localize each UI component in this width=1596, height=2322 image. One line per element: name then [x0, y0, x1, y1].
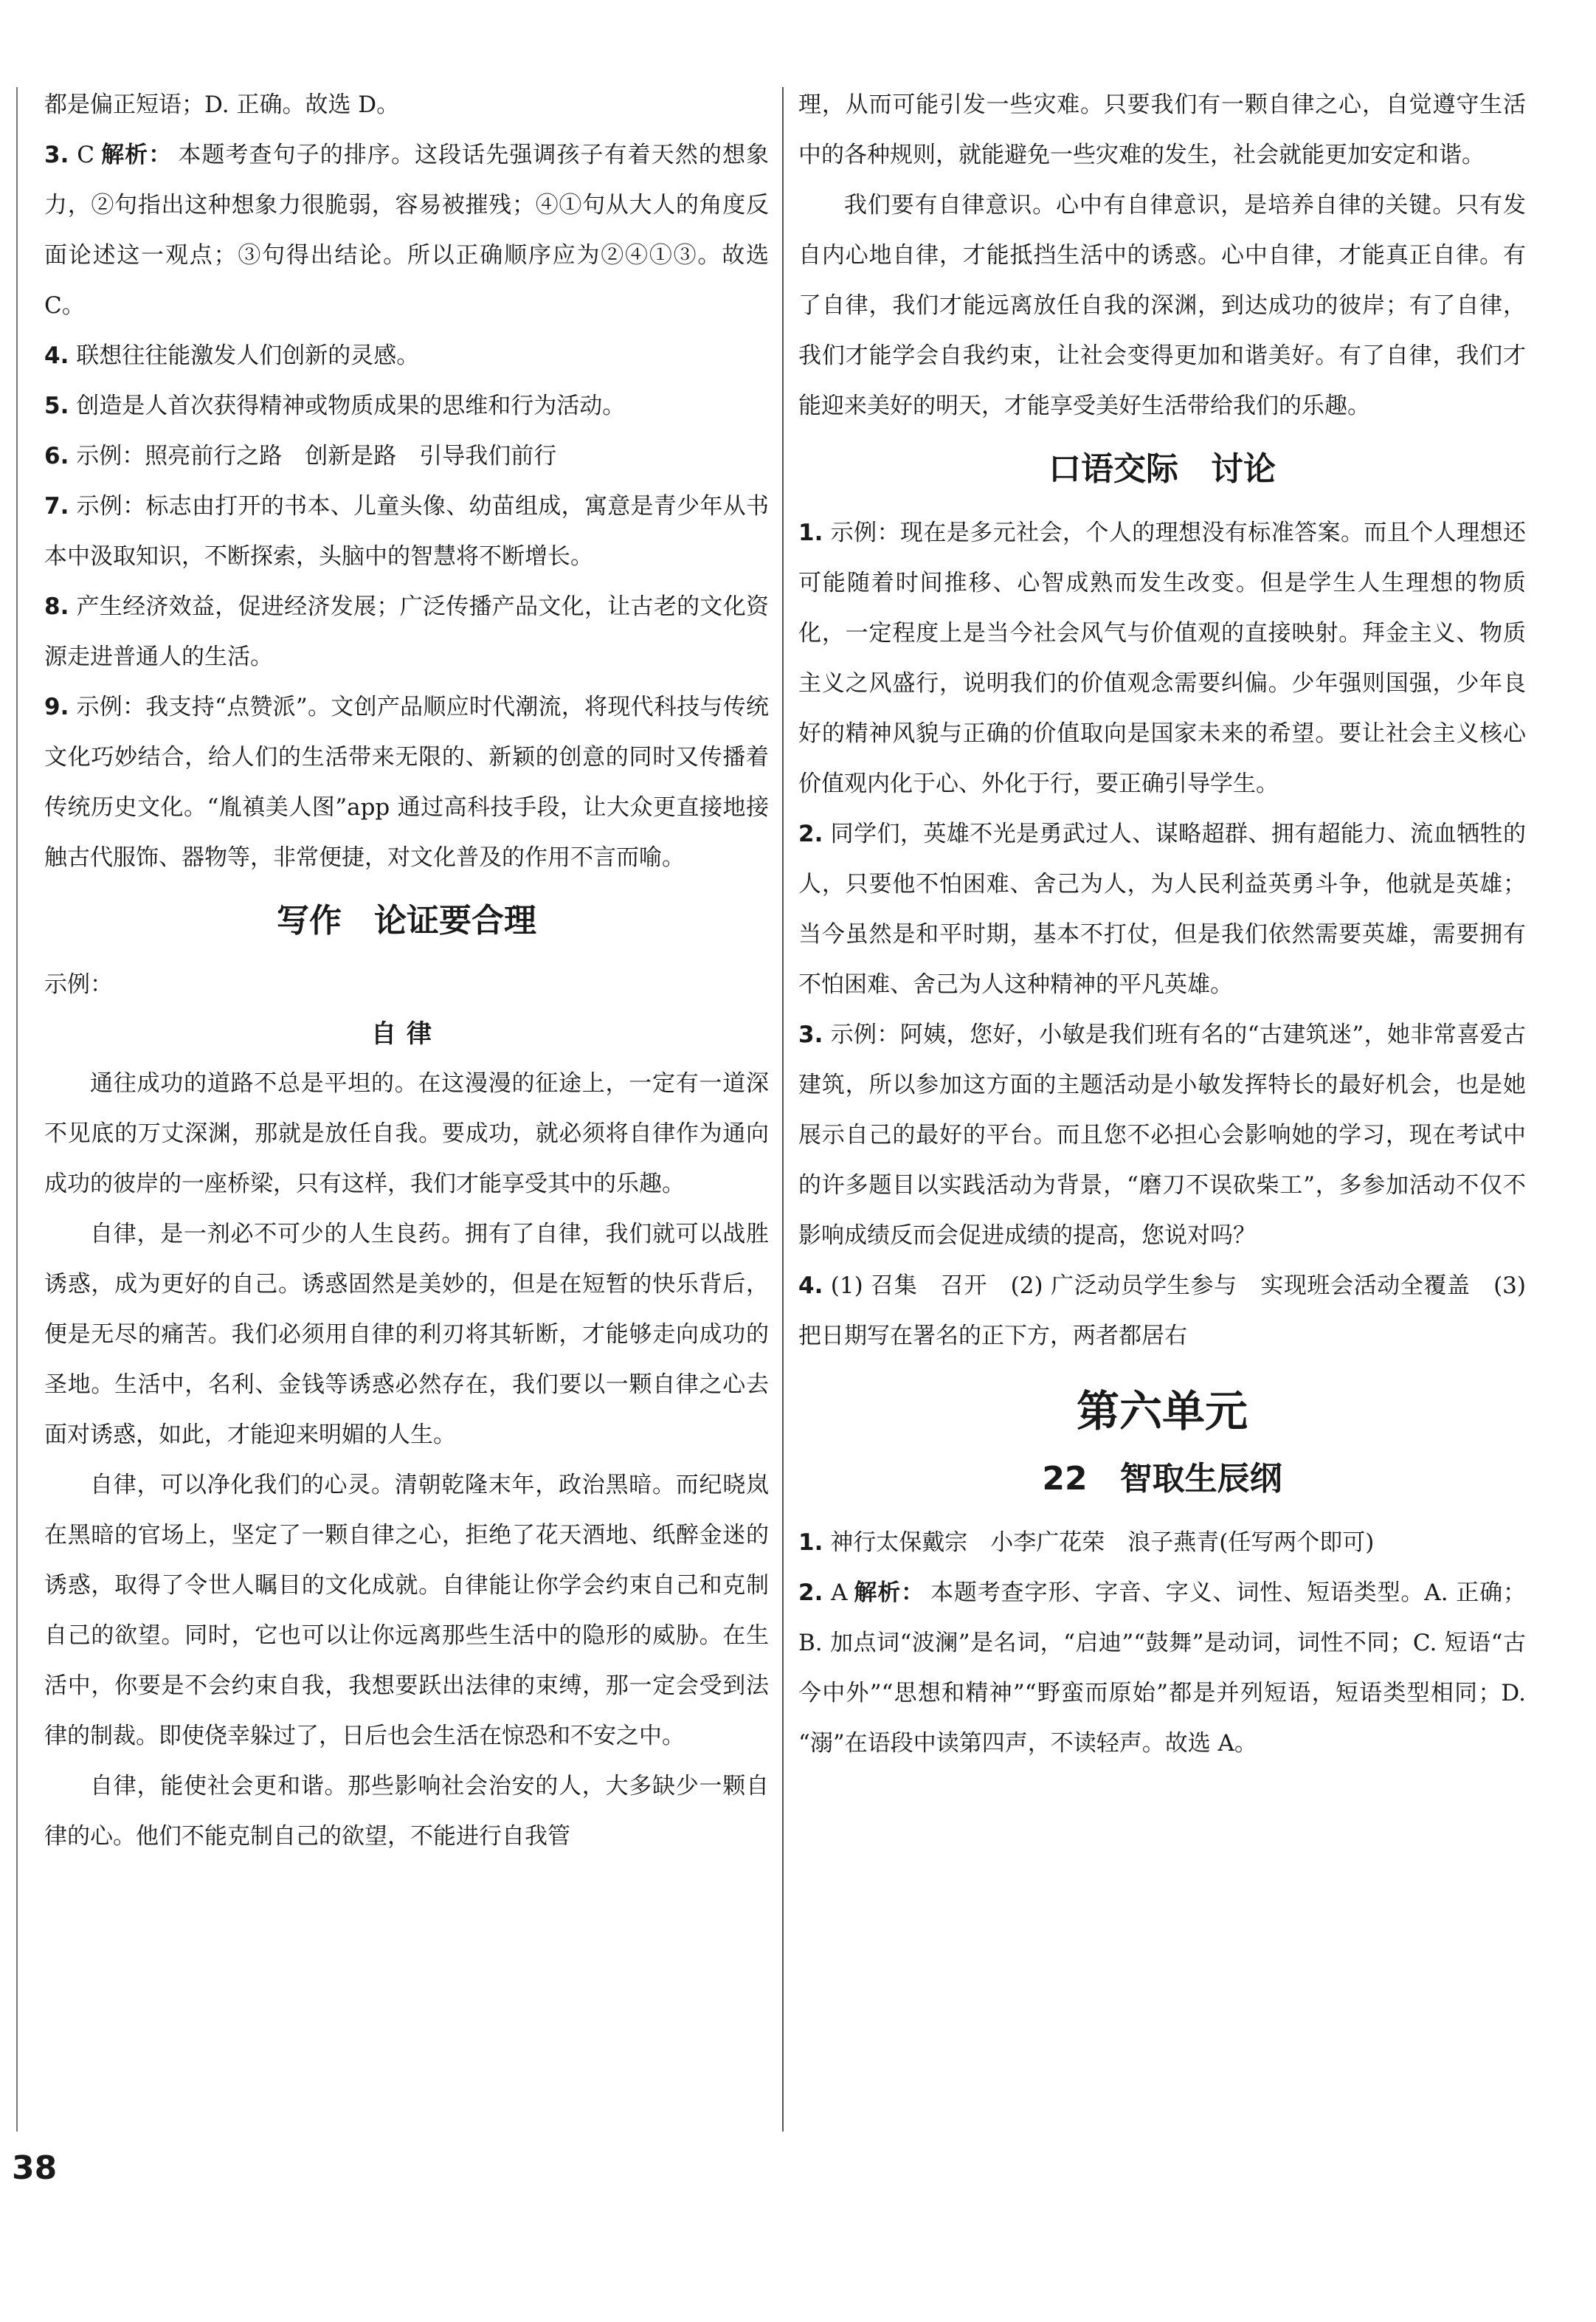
page-number: 38 — [12, 2149, 58, 2187]
example-label: 示例： — [44, 971, 113, 998]
unit-title: 第六单元 — [1076, 1386, 1248, 1436]
right-column — [798, 80, 1526, 1768]
answer-text: 示例：照亮前行之路 创新是路 引导我们前行 — [76, 443, 557, 469]
answer-text: (1) 召集 召开 (2) 广泛动员学生参与 实现班会活动全覆盖 (3) 把日期写在署名的正下方，两者都居右 — [798, 1272, 1526, 1349]
section-title-writing: 写作 论证要合理 — [277, 902, 536, 940]
answer-text: 本题考查字形、字音、字义、词性、短语类型。A. 正确；B. 加点词“波澜”是名词，“启迪”“鼓舞”是动词，词性不同；C. 短语“古今中外”“思想和精神”“野蛮而原始”都是并列短语，短语类型相同；D. “溺”在语段中读第四声，不读轻声。故选 A。 — [798, 1579, 1527, 1757]
answer-item: 5. 创造是人首次获得精神或物质成果的思维和行为活动。 — [44, 393, 626, 419]
answer-text: 示例：标志由打开的书本、儿童头像、幼苗组成，寓意是青少年从书本中汲取知识，不断探索，头脑中的智慧将不断增长。 — [44, 493, 770, 570]
section-title-oral: 口语交际 讨论 — [1049, 450, 1276, 488]
answer-choice: A — [831, 1579, 848, 1606]
answer-item: 3. C 解析： 本题考查句子的排序。这段话先强调孩子有着天然的想象力，②句指出这种想象力很脆弱，容易被摧残；④①句从大人的角度反面论述这一观点；③句得出结论。所以正确顺序应为②④①③。故选 C。 — [44, 142, 770, 319]
answer-item: 8. 产生经济效益，促进经济发展；广泛传播产品文化，让古老的文化资源走进普通人的生活。 — [44, 593, 770, 670]
answer-item — [44, 80, 769, 130]
answer-item: 9. 示例：我支持“点赞派”。文创产品顺应时代潮流，将现代科技与传统文化巧妙结合，给人们的生活带来无限的、新颖的创意的同时又传播着传统历史文化。“胤禛美人图”app 通过高科技手段，让大众更直接地接触古代服饰、器物等，非常便捷，对文化普及的作用不言而喻。 — [44, 694, 769, 871]
answer-text: 示例：阿姨，您好，小敏是我们班有名的“古建筑迷”，她非常喜爱古建筑，所以参加这方面的主题活动是小敏发挥特长的最好机会，也是她展示自己的最好的平台。而且您不必担心会影响她的学习，现在考试中的许多题目以实践活动为背景，“磨刀不误砍柴工”，多参加活动不仅不影响成绩反而会促进成绩的提高，您说对吗？ — [798, 1022, 1526, 1249]
lesson-title: 22 智取生辰纲 — [1042, 1460, 1282, 1498]
answer-item: 3. 示例：阿姨，您好，小敏是我们班有名的“古建筑迷”，她非常喜爱古建筑，所以参加这方面的主题活动是小敏发挥特长的最好机会，也是她展示自己的最好的平台。而且您不必担心会影响她的学习，现在考试中的许多题目以实践活动为背景，“磨刀不误砍柴工”，多参加活动不仅不影响成绩反而会促进成绩的提高，您说对吗？ — [798, 1022, 1526, 1249]
left-column — [44, 80, 769, 1861]
answer-text: 产生经济效益，促进经济发展；广泛传播产品文化，让古老的文化资源走进普通人的生活。 — [44, 593, 770, 670]
column-divider — [782, 87, 784, 2132]
answer-text: 联想往往能激发人们创新的灵感。 — [76, 342, 420, 369]
answer-choice: C — [77, 142, 95, 168]
answer-text: 神行太保戴宗 小李广花荣 浪子燕青(任写两个即可) — [830, 1529, 1375, 1556]
answer-item: 2. A 解析： 本题考查字形、字音、字义、词性、短语类型。A. 正确；B. 加点词“波澜”是名词，“启迪”“鼓舞”是动词，词性不同；C. 短语“古今中外”“思想和精神”“野蛮而原始”都是并列短语，短语类型相同；D. “溺”在语段中读第四声，不读轻声。故选 A。 — [798, 1579, 1527, 1757]
answer-text: 创造是人首次获得精神或物质成果的思维和行为活动。 — [76, 393, 626, 419]
answer-item: 4. (1) 召集 召开 (2) 广泛动员学生参与 实现班会活动全覆盖 (3) 把日期写在署名的正下方，两者都居右 — [798, 1272, 1526, 1349]
answer-text: 都是偏正短语；D. 正确。故选 D。 — [44, 92, 400, 118]
answer-item: 1. 示例：现在是多元社会，个人的理想没有标准答案。而且个人理想还可能随着时间推移、心智成熟而发生改变。但是学生人生理想的物质化，一定程度上是当今社会风气与价值观的直接映射。拜金主义、物质主义之风盛行，说明我们的价值观念需要纠偏。少年强则国强，少年良好的精神风貌与正确的价值取向是国家未来的希望。要让社会主义核心价值观内化于心、外化于行，要正确引导学生。 — [798, 520, 1526, 797]
answer-item: 4. 联想往往能激发人们创新的灵感。 — [44, 342, 420, 369]
page-edge-line — [16, 87, 18, 2132]
answer-item: 6. 示例：照亮前行之路 创新是路 引导我们前行 — [44, 443, 557, 469]
answer-item: 2. 同学们，英雄不光是勇武过人、谋略超群、拥有超能力、流血牺牲的人，只要他不怕困难、舍己为人，为人民利益英勇斗争，他就是英雄；当今虽然是和平时期，基本不打仗，但是我们依然需要英雄，需要拥有不怕困难、舍己为人这种精神的平凡英雄。 — [798, 821, 1526, 998]
essay-paragraph: 自律，是一剂必不可少的人生良药。拥有了自律，我们就可以战胜诱惑，成为更好的自己。诱惑固然是美妙的，但是在短暂的快乐背后，便是无尽的痛苦。我们必须用自律的利刃将其斩断，才能够走向成功的圣地。生活中，名利、金钱等诱惑必然存在，我们要以一颗自律之心去面对诱惑，如此，才能迎来明媚的人生。 — [44, 1221, 769, 1448]
essay-paragraph: 自律，可以净化我们的心灵。清朝乾隆末年，政治黑暗。而纪晓岚在黑暗的官场上，坚定了一颗自律之心，拒绝了花天酒地、纸醉金迷的诱惑，取得了令世人瞩目的文化成就。自律能让你学会约束自己和克制自己的欲望。同时，它也可以让你远离那些生活中的隐形的威胁。在生活中，你要是不会约束自我，我想要跃出法律的束缚，那一定会受到法律的制裁。即使侥幸躲过了，日后也会生活在惊恐和不安之中。 — [44, 1472, 769, 1749]
answer-text: 本题考查句子的排序。这段话先强调孩子有着天然的想象力，②句指出这种想象力很脆弱，容易被摧残；④①句从大人的角度反面论述这一观点；③句得出结论。所以正确顺序应为②④①③。故选 C。 — [44, 142, 770, 319]
answer-item: 1. 神行太保戴宗 小李广花荣 浪子燕青(任写两个即可) — [798, 1529, 1375, 1556]
essay-paragraph: 理，从而可能引发一些灾难。只要我们有一颗自律之心，自觉遵守生活中的各种规则，就能避免一些灾难的发生，社会就能更加安定和谐。 — [798, 92, 1526, 168]
answer-item: 7. 示例：标志由打开的书本、儿童头像、幼苗组成，寓意是青少年从书本中汲取知识，不断探索，头脑中的智慧将不断增长。 — [44, 493, 770, 570]
answer-text: 示例：现在是多元社会，个人的理想没有标准答案。而且个人理想还可能随着时间推移、心智成熟而发生改变。但是学生人生理想的物质化，一定程度上是当今社会风气与价值观的直接映射。拜金主义、物质主义之风盛行，说明我们的价值观念需要纠偏。少年强则国强，少年良好的精神风貌与正确的价值取向是国家未来的希望。要让社会主义核心价值观内化于心、外化于行，要正确引导学生。 — [798, 520, 1526, 797]
essay-paragraph: 我们要有自律意识。心中有自律意识，是培养自律的关键。只有发自内心地自律，才能抵挡生活中的诱惑。心中自律，才能真正自律。有了自律，我们才能远离放任自我的深渊，到达成功的彼岸；有了自律，我们才能学会自我约束，让社会变得更加和谐美好。有了自律，我们才能迎来美好的明天，才能享受美好生活带给我们的乐趣。 — [798, 192, 1526, 419]
essay-paragraph: 自律，能使社会更和谐。那些影响社会治安的人，大多缺少一颗自律的心。他们不能克制自己的欲望，不能进行自我管 — [44, 1773, 769, 1850]
essay-paragraph: 通往成功的道路不总是平坦的。在这漫漫的征途上，一定有一道深不见底的万丈深渊，那就是放任自我。要成功，就必须将自律作为通向成功的彼岸的一座桥梁，只有这样，我们才能享受其中的乐趣。 — [44, 1070, 769, 1197]
answer-text: 同学们，英雄不光是勇武过人、谋略超群、拥有超能力、流血牺牲的人，只要他不怕困难、舍己为人，为人民利益英勇斗争，他就是英雄；当今虽然是和平时期，基本不打仗，但是我们依然需要英雄，需要拥有不怕困难、舍己为人这种精神的平凡英雄。 — [798, 821, 1526, 998]
essay-title: 自律 — [371, 1019, 442, 1049]
answer-text: 示例：我支持“点赞派”。文创产品顺应时代潮流，将现代科技与传统文化巧妙结合，给人们的生活带来无限的、新颖的创意的同时又传播着传统历史文化。“胤禛美人图”app 通过高科技手段，让大众更直接地接触古代服饰、器物等，非常便捷，对文化普及的作用不言而喻。 — [44, 694, 769, 871]
